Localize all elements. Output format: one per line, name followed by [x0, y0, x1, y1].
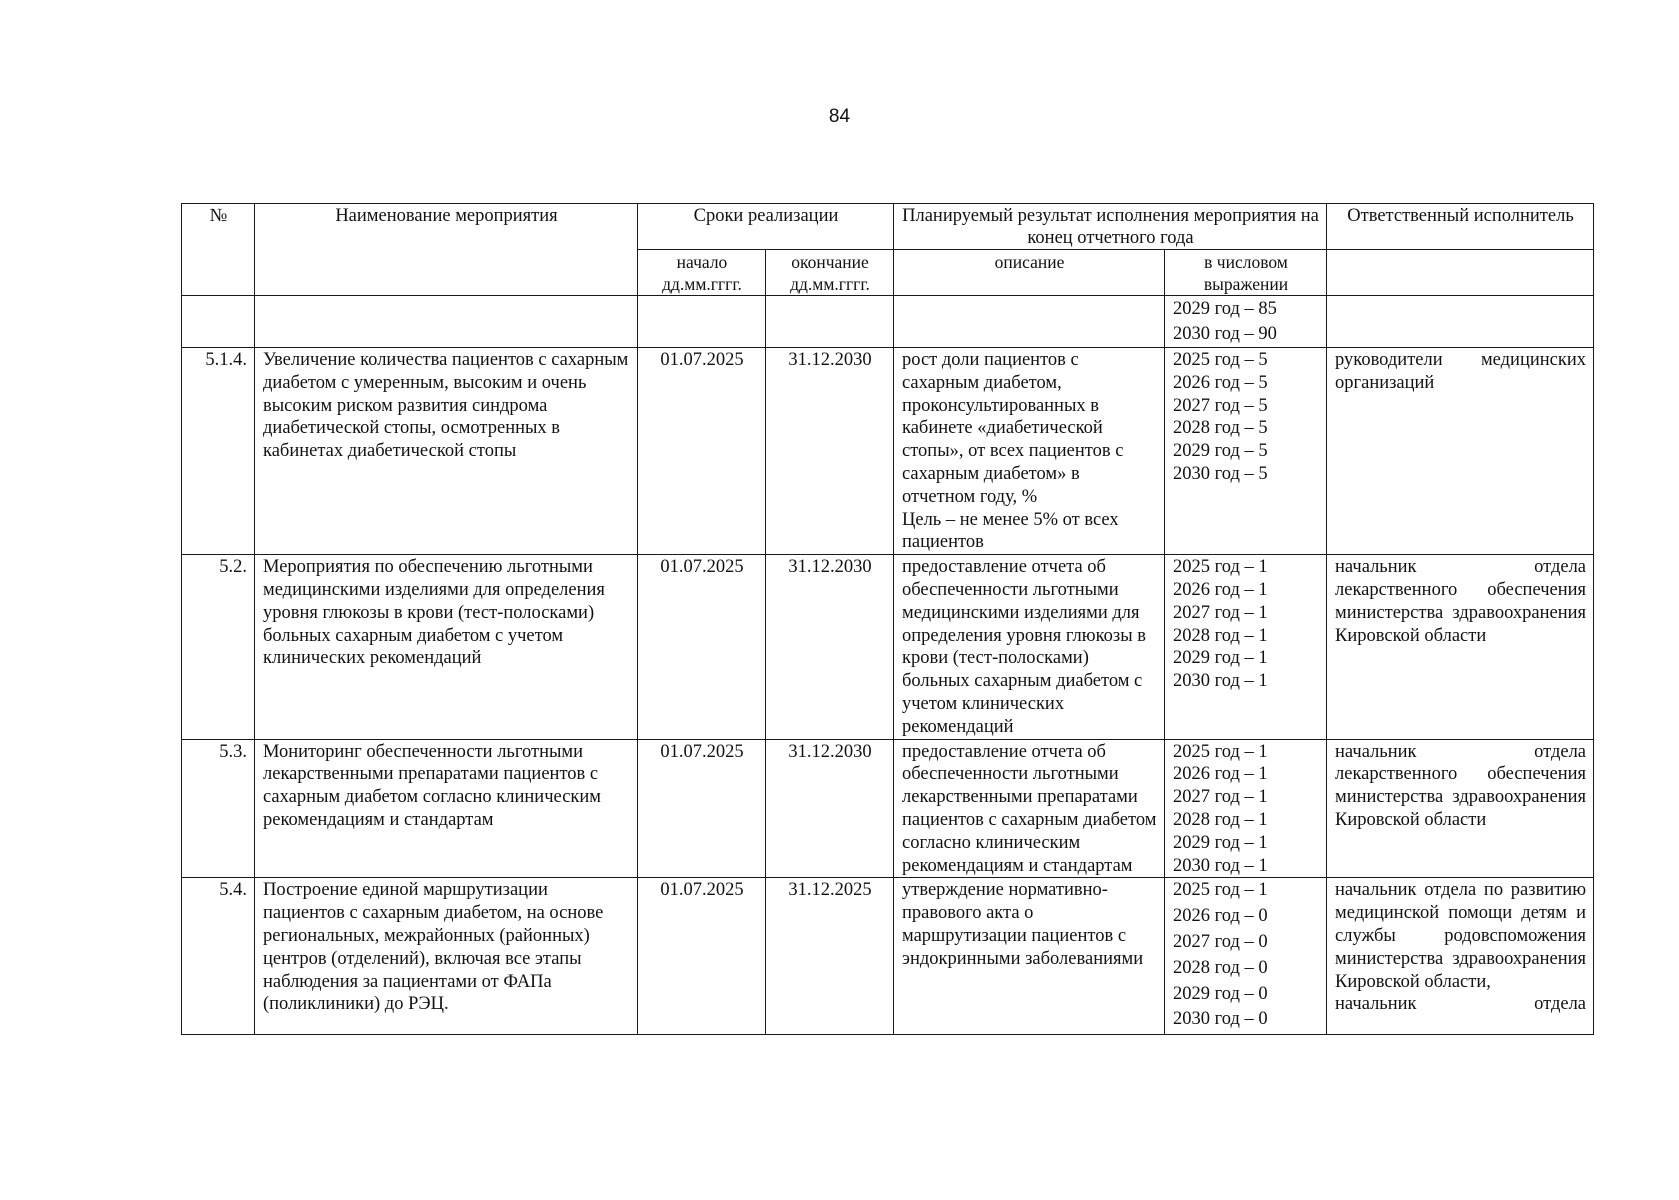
cell-start [638, 296, 766, 348]
cell-description: утверждение нормативно-правового акта о маршрутизации пациентов с эндокринными заболеваниями [894, 878, 1165, 1035]
header-end-format: дд.мм.гггг. [790, 274, 870, 294]
cell-values [1165, 296, 1327, 348]
responsible-text: начальник отдела по развитию медицинской помощи детям и службы родовспоможения министерства здравоохранения Кировской области, [1335, 880, 1587, 992]
value-line: 2027 год – 1 [1173, 602, 1268, 623]
cell-responsible: начальник отдела лекарственного обеспечения министерства здравоохранения Кировской области [1327, 555, 1594, 739]
cell-num: 5.4. [182, 878, 255, 1035]
cell-start: 01.07.2025 [638, 555, 766, 739]
description-text: рост доли пациентов с сахарным диабетом, проконсультированных в кабинете «диабетической стопы», от всех пациентов с сахарным диабетом» в отчетном году, % [902, 350, 1124, 507]
header-start-format: дд.мм.гггг. [662, 274, 742, 294]
header-name: Наименование мероприятия [255, 204, 638, 296]
cell-description [894, 348, 1165, 555]
table-row [182, 555, 1594, 739]
value-line: 2030 год – 90 [1173, 324, 1277, 344]
table-row [182, 878, 1594, 1035]
cell-end: 31.12.2025 [766, 878, 894, 1035]
table-row [182, 348, 1594, 555]
value-line: 2030 год – 1 [1173, 671, 1268, 692]
cell-end: 31.12.2030 [766, 348, 894, 555]
value-line: 2025 год – 5 [1173, 350, 1268, 370]
header-result-desc: описание [894, 250, 1165, 296]
header-responsible: Ответственный исполнитель [1327, 204, 1594, 250]
value-line: 2029 год – 1 [1173, 648, 1268, 669]
measures-table [181, 203, 1594, 1035]
header-start-label: начало [676, 252, 728, 272]
page-number: 84 [828, 106, 851, 127]
header-end [766, 250, 894, 296]
value-line: 2027 год – 1 [1173, 787, 1268, 808]
cell-values [1165, 555, 1327, 739]
header-period: Сроки реализации [638, 204, 894, 250]
value-line: 2030 год – 1 [1173, 855, 1268, 876]
cell-start: 01.07.2025 [638, 739, 766, 878]
cell-num: 5.2. [182, 555, 255, 739]
table-row-continuation [182, 296, 1594, 348]
responsible-tail: начальник отдела [1335, 994, 1587, 1015]
cell-name: Мониторинг обеспеченности льготными лекарственными препаратами пациентов с сахарным диабетом согласно клиническим рекомендациям и стандартам [255, 739, 638, 878]
cell-name [255, 296, 638, 348]
cell-num [182, 296, 255, 348]
header-end-label: окончание [791, 252, 869, 272]
value-line: 2027 год – 0 [1173, 931, 1268, 952]
cell-description: предоставление отчета об обеспеченности льготными медицинскими изделиями для определения уровня глюкозы в крови (тест-полосками) больных сахарным диабетом с учетом клинических рекомендаций [894, 555, 1165, 739]
header-start [638, 250, 766, 296]
cell-responsible [1327, 296, 1594, 348]
value-line: 2028 год – 1 [1173, 809, 1268, 830]
cell-start: 01.07.2025 [638, 348, 766, 555]
cell-num: 5.3. [182, 739, 255, 878]
value-line: 2028 год – 5 [1173, 418, 1268, 439]
cell-responsible: начальник отдела лекарственного обеспечения министерства здравоохранения Кировской области [1327, 739, 1594, 878]
value-line: 2026 год – 1 [1173, 764, 1268, 785]
cell-end: 31.12.2030 [766, 739, 894, 878]
cell-values [1165, 348, 1327, 555]
cell-responsible [1327, 878, 1594, 1035]
value-line: 2025 год – 1 [1173, 741, 1268, 762]
header-result: Планируемый результат исполнения мероприятия на конец отчетного года [894, 204, 1327, 250]
header-row-main [182, 204, 1594, 250]
value-line: 2030 год – 0 [1173, 1009, 1268, 1030]
value-line: 2025 год – 1 [1173, 880, 1268, 901]
value-line: 2029 год – 0 [1173, 983, 1268, 1004]
header-result-num: в числовом выражении [1165, 250, 1327, 296]
value-line: 2026 год – 1 [1173, 579, 1268, 600]
cell-responsible: руководители медицинских организаций [1327, 348, 1594, 555]
goal-text: Цель – не менее 5% от всех пациентов [902, 509, 1119, 553]
cell-values [1165, 739, 1327, 878]
cell-end [766, 296, 894, 348]
header-responsible-empty [1327, 250, 1594, 296]
value-line: 2025 год – 1 [1173, 557, 1268, 578]
cell-description [894, 296, 1165, 348]
value-line: 2026 год – 0 [1173, 906, 1268, 927]
value-line: 2028 год – 0 [1173, 957, 1268, 978]
table-row [182, 739, 1594, 878]
cell-values [1165, 878, 1327, 1035]
cell-end: 31.12.2030 [766, 555, 894, 739]
value-line: 2027 год – 5 [1173, 395, 1268, 416]
value-line: 2029 год – 85 [1173, 299, 1277, 319]
header-num: № [182, 204, 255, 296]
cell-name: Построение единой маршрутизации пациентов с сахарным диабетом, на основе региональных, межрайонных (районных) центров (отделений), включая все этапы наблюдения за пациентами от ФАПа (поликлиники) до РЭЦ. [255, 878, 638, 1035]
cell-name: Увеличение количества пациентов с сахарным диабетом с умеренным, высоким и очень высоким риском развития синдрома диабетической стопы, осмотренных в кабинетах диабетической стопы [255, 348, 638, 555]
cell-name: Мероприятия по обеспечению льготными медицинскими изделиями для определения уровня глюкозы в крови (тест-полосками) больных сахарным диабетом с учетом клинических рекомендаций [255, 555, 638, 739]
value-line: 2029 год – 5 [1173, 441, 1268, 462]
value-line: 2029 год – 1 [1173, 832, 1268, 853]
cell-num: 5.1.4. [182, 348, 255, 555]
cell-description: предоставление отчета об обеспеченности льготными лекарственными препаратами пациентов с сахарным диабетом согласно клиническим рекомендациям и стандартам [894, 739, 1165, 878]
value-line: 2026 год – 5 [1173, 372, 1268, 393]
value-line: 2028 год – 1 [1173, 625, 1268, 646]
value-line: 2030 год – 5 [1173, 463, 1268, 484]
cell-start: 01.07.2025 [638, 878, 766, 1035]
